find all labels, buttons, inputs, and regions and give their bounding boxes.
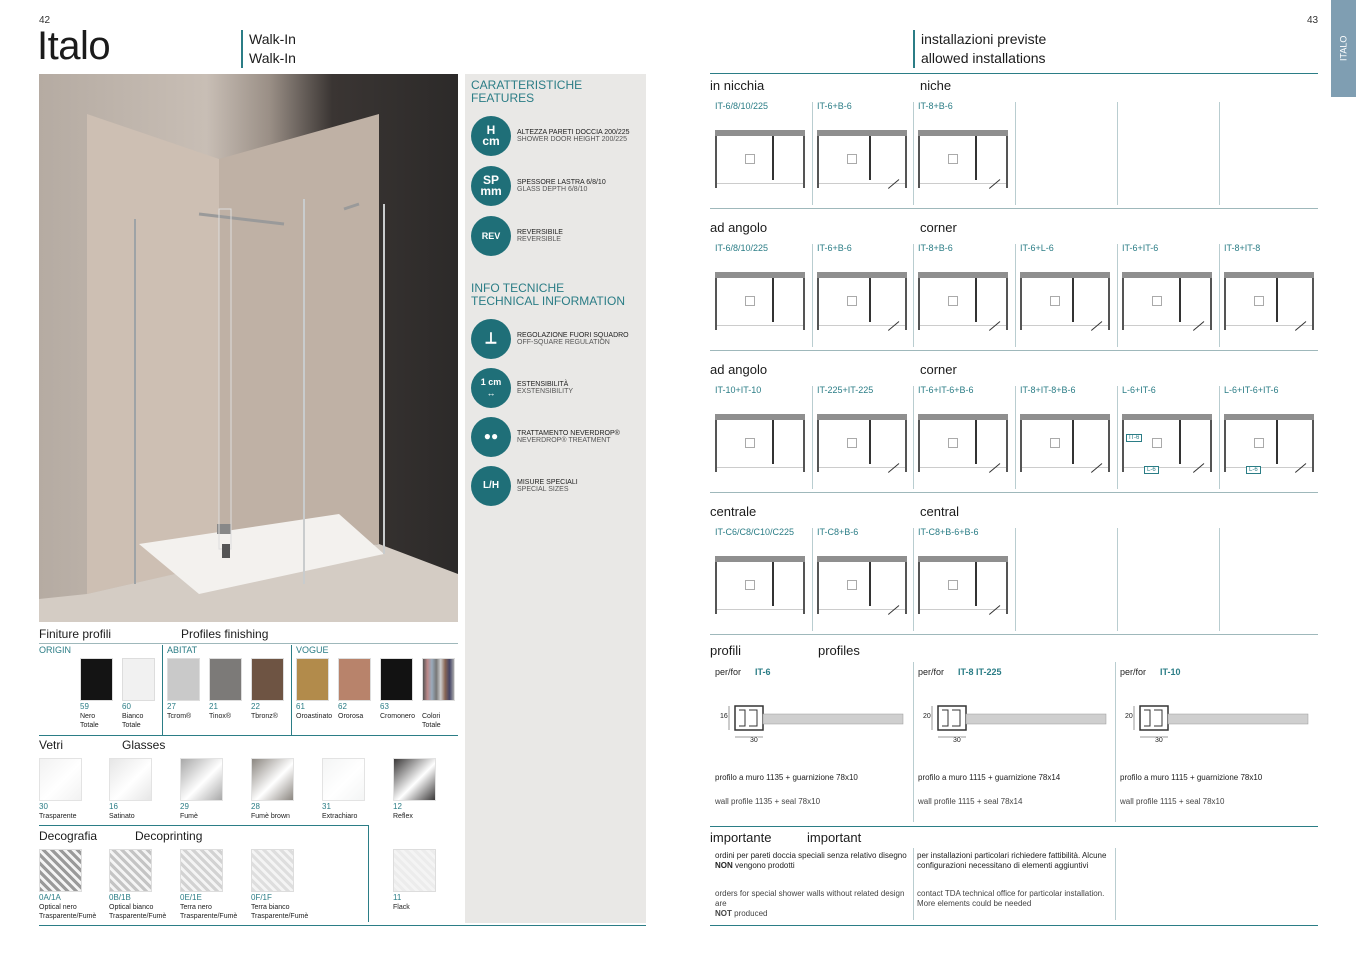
shower-illustration bbox=[39, 74, 458, 622]
finish-swatch[interactable] bbox=[296, 658, 329, 701]
subtitle-it: Walk-In bbox=[249, 31, 296, 47]
glass-name: Trasparente bbox=[39, 813, 77, 820]
feature-en: GLASS DEPTH 6/8/10 bbox=[517, 186, 588, 193]
installation-diagram[interactable] bbox=[918, 556, 1008, 614]
glass-name: Extrachiaro bbox=[322, 813, 358, 820]
profile-width: 30 bbox=[750, 737, 758, 744]
deco-code: 0E/1E bbox=[180, 893, 202, 902]
finish-swatch[interactable] bbox=[209, 658, 242, 701]
divider bbox=[39, 735, 458, 736]
divider bbox=[39, 825, 368, 826]
profile-width: 30 bbox=[1155, 737, 1163, 744]
subtitle-en: Walk-In bbox=[249, 50, 296, 66]
note-text: orders for special shower walls without related design are bbox=[715, 889, 905, 908]
features-heading-en: FEATURES bbox=[471, 91, 535, 105]
divider-bottom-right bbox=[710, 925, 1318, 926]
drain-marker bbox=[847, 296, 857, 306]
profile-height: 16 bbox=[720, 713, 728, 720]
tech-heading-it: INFO TECNICHE bbox=[471, 281, 565, 295]
wall-top bbox=[715, 414, 805, 420]
installation-code: IT-6/8/10/225 bbox=[715, 243, 769, 253]
installation-diagram[interactable] bbox=[1020, 272, 1110, 330]
profiles-title-it: profili bbox=[710, 643, 742, 658]
deco-swatch[interactable] bbox=[109, 849, 152, 892]
divider-vertical bbox=[1115, 848, 1116, 920]
finish-code: 22 bbox=[251, 702, 260, 711]
tech-it: TRATTAMENTO NEVERDROP® bbox=[517, 429, 620, 437]
glass-panel bbox=[772, 420, 774, 464]
glass-swatch[interactable] bbox=[393, 758, 436, 801]
deco-code: 11 bbox=[393, 893, 402, 902]
note-emphasis: NOT bbox=[715, 909, 732, 918]
installation-diagram[interactable] bbox=[817, 414, 907, 472]
deco-name: Optical bianco Trasparente/Fumè bbox=[109, 904, 167, 920]
deco-name: Terra nero Trasparente/Fumè bbox=[180, 904, 238, 920]
wall-top bbox=[817, 556, 907, 562]
installation-row-title-en: central bbox=[920, 504, 960, 519]
deco-swatch[interactable] bbox=[39, 849, 82, 892]
installation-diagram[interactable] bbox=[715, 556, 805, 614]
cell-divider bbox=[1117, 102, 1118, 205]
page-number-right: 43 bbox=[1307, 15, 1319, 26]
installation-diagram[interactable] bbox=[918, 130, 1008, 188]
glass-panel bbox=[975, 420, 977, 464]
glass-title-it: Vetri bbox=[39, 738, 64, 752]
row-divider bbox=[710, 634, 1318, 635]
profile-code: IT-8 IT-225 bbox=[958, 667, 1002, 677]
wall-top bbox=[817, 272, 907, 278]
subtitle-block bbox=[241, 30, 296, 68]
installation-row-title-it: ad angolo bbox=[710, 220, 768, 235]
panel-tag: L-6 bbox=[1144, 466, 1159, 474]
installation-code: IT-C8+B-6 bbox=[817, 527, 859, 537]
glass-panel bbox=[869, 562, 871, 606]
per-for-label: per/for bbox=[918, 667, 945, 677]
installation-code: IT-8+B-6 bbox=[918, 101, 953, 111]
cell-divider bbox=[913, 244, 914, 347]
divider-vertical bbox=[913, 848, 914, 920]
glass-swatch[interactable] bbox=[180, 758, 223, 801]
note-text: produced bbox=[731, 909, 768, 918]
installation-code: IT-8+B-6 bbox=[918, 243, 953, 253]
deco-swatch[interactable] bbox=[251, 849, 294, 892]
panel-tag: IT-6 bbox=[1126, 434, 1142, 442]
glass-code: 16 bbox=[109, 802, 118, 811]
drain-marker bbox=[1254, 296, 1264, 306]
wall-top bbox=[715, 272, 805, 278]
deco-code: 0B/1B bbox=[109, 893, 131, 902]
glass-name: Satinato bbox=[109, 813, 135, 820]
tech-heading-en: TECHNICAL INFORMATION bbox=[471, 294, 626, 308]
drain-marker bbox=[1050, 438, 1060, 448]
installation-code: IT-6/8/10/225 bbox=[715, 101, 769, 111]
finish-swatch[interactable] bbox=[122, 658, 155, 701]
cell-divider bbox=[1219, 102, 1220, 205]
wall-top bbox=[715, 130, 805, 136]
glass-name: Reflex bbox=[393, 813, 413, 820]
glass-name: Fumè bbox=[180, 813, 198, 820]
cell-divider bbox=[1015, 386, 1016, 489]
finish-name: Cromonero bbox=[380, 713, 416, 720]
profile-height: 20 bbox=[923, 713, 931, 720]
glass-panel bbox=[772, 562, 774, 606]
deco-code: 0A/1A bbox=[39, 893, 61, 902]
tech-en: NEVERDROP® TREATMENT bbox=[517, 436, 611, 444]
note-text: vengono prodotti bbox=[732, 861, 795, 870]
drain-marker bbox=[745, 438, 755, 448]
note-emphasis: NON bbox=[715, 861, 733, 870]
finish-code: 63 bbox=[380, 702, 389, 711]
finish-swatch[interactable] bbox=[338, 658, 371, 701]
wall-top bbox=[1224, 272, 1314, 278]
feature-item bbox=[471, 111, 641, 161]
cell-divider bbox=[913, 386, 914, 489]
feature-item bbox=[471, 161, 641, 211]
glass-code: 31 bbox=[322, 802, 331, 811]
deco-code: 0F/1F bbox=[251, 893, 272, 902]
feature-it: SPESSORE LASTRA 6/8/10 bbox=[517, 179, 606, 186]
finish-swatch[interactable] bbox=[380, 658, 413, 701]
installation-diagram[interactable] bbox=[918, 272, 1008, 330]
glass-panel bbox=[1276, 420, 1278, 464]
glass-swatch[interactable] bbox=[251, 758, 294, 801]
wall-top bbox=[1224, 414, 1314, 420]
reversible-icon: REV bbox=[471, 216, 511, 256]
feature-it: REVERSIBILE bbox=[517, 229, 563, 236]
tech-en: EXSTENSIBILITY bbox=[517, 387, 574, 395]
neverdrop-icon: ●● bbox=[471, 417, 511, 457]
thickness-icon: SP mm bbox=[471, 166, 511, 206]
drain-marker bbox=[847, 154, 857, 164]
tray-edge bbox=[717, 467, 803, 468]
glass-panel bbox=[975, 278, 977, 322]
tech-en: OFF-SQUARE REGULATION bbox=[517, 338, 610, 346]
cell-divider bbox=[913, 528, 914, 631]
wall-top bbox=[1020, 414, 1110, 420]
glass-name: Fumè brown bbox=[251, 813, 290, 820]
note-text: ordini per pareti doccia speciali senza relativo disegno bbox=[715, 851, 907, 860]
glass-panel bbox=[1179, 420, 1181, 464]
glass-panel bbox=[1072, 420, 1074, 464]
tech-it: REGOLAZIONE FUORI SQUADRO bbox=[517, 331, 629, 339]
installation-code: IT-6+L-6 bbox=[1020, 243, 1054, 253]
finishing-title-en: Profiles finishing bbox=[181, 627, 269, 641]
installation-code: IT-C8+B-6+B-6 bbox=[918, 527, 979, 537]
glass-panel bbox=[1072, 278, 1074, 322]
wall-top bbox=[1122, 272, 1212, 278]
tech-item bbox=[471, 461, 641, 510]
glass-code: 30 bbox=[39, 802, 48, 811]
profile-code: IT-6 bbox=[755, 667, 771, 677]
divider-vertical bbox=[368, 825, 369, 922]
note-2-it: per installazioni particolari richiedere fattibilità. Alcune configurazioni necessitano di elementi aggiuntivi bbox=[917, 851, 1107, 870]
profile-desc-it: profilo a muro 1135 + guarnizione 78x10 bbox=[715, 773, 858, 782]
glass-code: 12 bbox=[393, 802, 402, 811]
cell-divider bbox=[1117, 386, 1118, 489]
drain-marker bbox=[847, 580, 857, 590]
profiles-title-en: profiles bbox=[818, 643, 860, 658]
cell-divider bbox=[1015, 528, 1016, 631]
features-list bbox=[471, 111, 641, 261]
glass-panel bbox=[1179, 278, 1181, 322]
note-1-it bbox=[715, 851, 907, 871]
installation-diagram[interactable] bbox=[1122, 414, 1212, 472]
height-icon: H cm bbox=[471, 116, 511, 156]
finish-name: Nero Totale bbox=[80, 713, 99, 729]
deco-swatch[interactable] bbox=[180, 849, 223, 892]
finishing-title-it: Finiture profili bbox=[39, 627, 112, 641]
installation-code: L-6+IT-6 bbox=[1122, 385, 1156, 395]
cell-divider bbox=[1015, 244, 1016, 347]
special-sizes-icon: L/H bbox=[471, 466, 511, 506]
drain-marker bbox=[1050, 296, 1060, 306]
glass-panel bbox=[869, 420, 871, 464]
cell-divider bbox=[1219, 528, 1220, 631]
installation-code: L-6+IT-6+IT-6 bbox=[1224, 385, 1279, 395]
feature-en: SHOWER DOOR HEIGHT 200/225 bbox=[517, 136, 627, 143]
cell-divider bbox=[1219, 386, 1220, 489]
tech-heading bbox=[471, 282, 625, 308]
installations-heading bbox=[913, 30, 1046, 68]
profile-width: 30 bbox=[953, 737, 961, 744]
per-for-label: per/for bbox=[715, 667, 742, 677]
installation-row-title-en: corner bbox=[920, 220, 957, 235]
installation-code: IT-8+IT-8 bbox=[1224, 243, 1261, 253]
row-divider bbox=[710, 350, 1318, 351]
cell-divider bbox=[1117, 244, 1118, 347]
wall-top bbox=[1122, 414, 1212, 420]
glass-panel bbox=[1276, 278, 1278, 322]
glass-swatch[interactable] bbox=[322, 758, 365, 801]
tech-list bbox=[471, 314, 641, 510]
tech-it: MISURE SPECIALI bbox=[517, 478, 578, 486]
group-divider bbox=[291, 645, 292, 735]
wall-top bbox=[918, 130, 1008, 136]
installation-row-title-it: in nicchia bbox=[710, 78, 765, 93]
glass-panel bbox=[869, 136, 871, 180]
deco-name: Terra bianco Trasparente/Fumè bbox=[251, 904, 309, 920]
feature-it: ALTEZZA PARETI DOCCIA 200/225 bbox=[517, 129, 630, 136]
important-title-en: important bbox=[807, 830, 862, 845]
drain-marker bbox=[948, 154, 958, 164]
cell-divider bbox=[1115, 662, 1116, 822]
row-divider bbox=[710, 492, 1318, 493]
finish-name: Tbronz® bbox=[251, 713, 278, 720]
side-tab: ITALO bbox=[1331, 0, 1356, 97]
finish-swatch[interactable] bbox=[422, 658, 455, 701]
finish-swatch[interactable] bbox=[167, 658, 200, 701]
group-abitat: ABITAT bbox=[167, 645, 198, 655]
finish-name: Tinox® bbox=[209, 713, 232, 720]
tray-edge bbox=[717, 183, 803, 184]
divider bbox=[39, 643, 458, 644]
installations-heading-it: installazioni previste bbox=[921, 31, 1047, 47]
per-for-label: per/for bbox=[1120, 667, 1147, 677]
drain-marker bbox=[1254, 438, 1264, 448]
tech-item bbox=[471, 314, 641, 363]
glass-panel bbox=[869, 278, 871, 322]
finish-swatch[interactable] bbox=[80, 658, 113, 701]
installation-diagram[interactable] bbox=[1224, 272, 1314, 330]
profile-desc-en: wall profile 1135 + seal 78x10 bbox=[715, 797, 821, 806]
glass-panel bbox=[772, 136, 774, 180]
note-2-en: contact TDA technical office for particolar installation. More elements could be needed bbox=[917, 889, 1105, 908]
drain-marker bbox=[745, 154, 755, 164]
installation-row-title-it: centrale bbox=[710, 504, 757, 519]
row-divider bbox=[710, 208, 1318, 209]
drain-marker bbox=[1152, 296, 1162, 306]
cell-divider bbox=[913, 662, 914, 822]
divider bbox=[710, 73, 1318, 74]
drain-marker bbox=[745, 296, 755, 306]
glass-swatch[interactable] bbox=[39, 758, 82, 801]
cell-divider bbox=[812, 386, 813, 489]
wall-top bbox=[1020, 272, 1110, 278]
installation-diagram[interactable] bbox=[817, 272, 907, 330]
group-divider bbox=[162, 645, 163, 735]
offsquare-icon: ⟂ bbox=[471, 319, 511, 359]
group-origin: ORIGIN bbox=[39, 645, 72, 655]
glass-panel bbox=[772, 278, 774, 322]
glass-swatch[interactable] bbox=[109, 758, 152, 801]
drain-marker bbox=[948, 580, 958, 590]
installation-code: IT-8+IT-8+B-6 bbox=[1020, 385, 1076, 395]
finish-name: Colori Totale bbox=[422, 713, 441, 729]
profile-desc-en: wall profile 1115 + seal 78x10 bbox=[1120, 797, 1225, 806]
glass-code: 29 bbox=[180, 802, 189, 811]
cell-divider bbox=[812, 244, 813, 347]
installation-code: IT-C6/C8/C10/C225 bbox=[715, 527, 795, 537]
installation-diagram[interactable] bbox=[715, 130, 805, 188]
product-photo bbox=[39, 74, 458, 622]
glass-title-en: Glasses bbox=[122, 738, 166, 752]
deco-swatch[interactable] bbox=[393, 849, 436, 892]
installation-code: IT-10+IT-10 bbox=[715, 385, 762, 395]
installation-row-title-en: corner bbox=[920, 362, 957, 377]
page-number-left: 42 bbox=[39, 15, 51, 26]
installation-diagram[interactable] bbox=[817, 556, 907, 614]
wall-top bbox=[918, 556, 1008, 562]
installation-diagram[interactable] bbox=[1224, 414, 1314, 472]
tech-item bbox=[471, 363, 641, 412]
tech-item bbox=[471, 412, 641, 461]
profile-desc-it: profilo a muro 1115 + guarnizione 78x14 bbox=[918, 773, 1061, 782]
installation-code: IT-6+B-6 bbox=[817, 101, 852, 111]
glass-panel bbox=[975, 562, 977, 606]
drain-marker bbox=[948, 438, 958, 448]
finish-swatch[interactable] bbox=[251, 658, 284, 701]
profile-desc-en: wall profile 1115 + seal 78x14 bbox=[918, 797, 1023, 806]
installation-row-title-it: ad angolo bbox=[710, 362, 768, 377]
finish-name: Tcrom® bbox=[167, 713, 192, 720]
important-title-it: importante bbox=[710, 830, 772, 845]
installation-diagram[interactable] bbox=[715, 272, 805, 330]
tech-it: ESTENSIBILITÀ bbox=[517, 380, 569, 388]
wall-top bbox=[817, 414, 907, 420]
deco-name: Flack bbox=[393, 904, 410, 911]
installation-code: IT-6+IT-6+B-6 bbox=[918, 385, 974, 395]
wall-top bbox=[918, 272, 1008, 278]
tray-edge bbox=[717, 609, 803, 610]
feature-en: REVERSIBLE bbox=[517, 236, 561, 243]
finish-code: 60 bbox=[122, 702, 131, 711]
cell-divider bbox=[812, 102, 813, 205]
finish-name: Ororosa bbox=[338, 713, 364, 720]
feature-item bbox=[471, 211, 641, 261]
cell-divider bbox=[1117, 528, 1118, 631]
installation-code: IT-225+IT-225 bbox=[817, 385, 874, 395]
drain-marker bbox=[847, 438, 857, 448]
glass-code: 28 bbox=[251, 802, 260, 811]
tray-edge bbox=[717, 325, 803, 326]
profile-code: IT-10 bbox=[1160, 667, 1181, 677]
tech-en: SPECIAL SIZES bbox=[517, 485, 569, 493]
installation-code: IT-6+IT-6 bbox=[1122, 243, 1159, 253]
group-vogue: VOGUE bbox=[296, 645, 329, 655]
installation-diagram[interactable] bbox=[817, 130, 907, 188]
panel-tag: L-6 bbox=[1246, 466, 1261, 474]
deco-name: Optical nero Trasparente/Fumè bbox=[39, 904, 97, 920]
note-1-en bbox=[715, 889, 907, 919]
cell-divider bbox=[1015, 102, 1016, 205]
finish-code: 21 bbox=[209, 702, 218, 711]
finish-code: 61 bbox=[296, 702, 305, 711]
wall-top bbox=[715, 556, 805, 562]
installation-row-title-en: niche bbox=[920, 78, 952, 93]
finish-name: Oroastinato bbox=[296, 713, 333, 720]
cell-divider bbox=[913, 102, 914, 205]
divider bbox=[710, 826, 1318, 827]
drain-marker bbox=[745, 580, 755, 590]
finish-code: 59 bbox=[80, 702, 89, 711]
features-heading-it: CARATTERISTICHE bbox=[471, 78, 583, 92]
installations-heading-en: allowed installations bbox=[921, 50, 1046, 66]
extension-icon: 1 cm ↔ bbox=[471, 368, 511, 408]
installation-diagram[interactable] bbox=[1020, 414, 1110, 472]
finish-code: 27 bbox=[167, 702, 176, 711]
installation-diagram[interactable] bbox=[715, 414, 805, 472]
drain-marker bbox=[1152, 438, 1162, 448]
divider-bottom-left bbox=[39, 925, 646, 926]
finish-code: 62 bbox=[338, 702, 347, 711]
glass-panel bbox=[975, 136, 977, 180]
page-title: Italo bbox=[37, 24, 111, 68]
wall-top bbox=[918, 414, 1008, 420]
installation-code: IT-6+B-6 bbox=[817, 243, 852, 253]
deco-title-it: Decografia bbox=[39, 829, 98, 843]
profile-height: 20 bbox=[1125, 713, 1133, 720]
finish-name: Bianco Totale bbox=[122, 713, 144, 729]
drain-marker bbox=[948, 296, 958, 306]
deco-title-en: Decoprinting bbox=[135, 829, 203, 843]
installation-diagram[interactable] bbox=[918, 414, 1008, 472]
profile-desc-it: profilo a muro 1115 + guarnizione 78x10 bbox=[1120, 773, 1263, 782]
cell-divider bbox=[1219, 244, 1220, 347]
features-heading bbox=[471, 79, 582, 105]
installation-diagram[interactable] bbox=[1122, 272, 1212, 330]
wall-top bbox=[817, 130, 907, 136]
cell-divider bbox=[812, 528, 813, 631]
